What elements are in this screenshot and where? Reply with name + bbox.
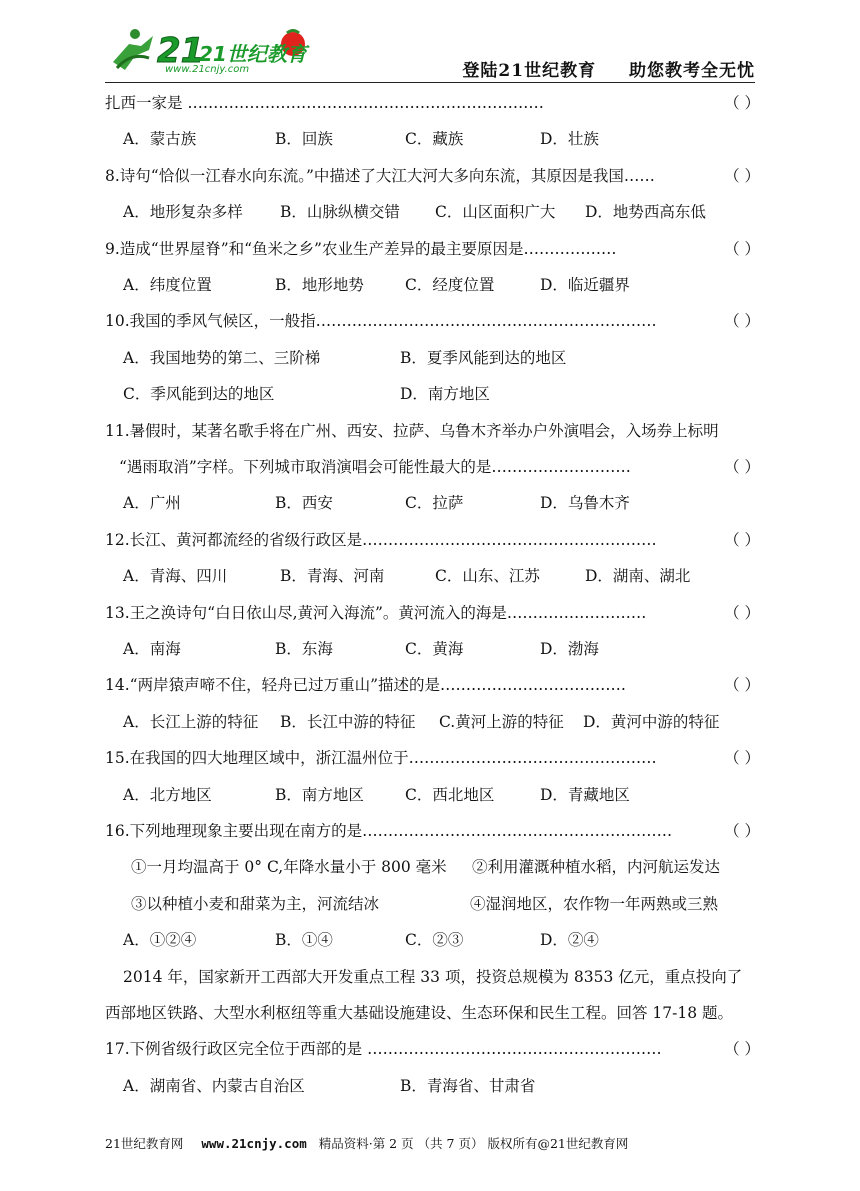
q12-opts-option-1: B．青海、河南 <box>280 567 385 586</box>
q15-stem-answer-paren: （ ） <box>724 749 760 768</box>
q13-opts-option-1: B．东海 <box>275 640 333 658</box>
q8-opts-option-0: A．地形复杂多样 <box>123 203 243 222</box>
q14-opts-option-2: C.黄河上游的特征 <box>439 712 564 731</box>
q13-opts-option-0: A．南海 <box>123 640 181 658</box>
q13-opts-option-3: D．渤海 <box>540 640 599 658</box>
logo-url: www.21cnjy.com <box>165 64 250 75</box>
q8-opts-option-1: B．山脉纵横交错 <box>280 203 400 222</box>
q10-stem-answer-paren: （ ） <box>724 312 760 331</box>
q10-stem: 10.我国的季风气候区，一般指………………………………………………………… <box>105 312 657 331</box>
q9-opts-option-3: D．临近疆界 <box>540 276 630 294</box>
page-footer <box>105 1134 760 1152</box>
q8-stem: 8.诗句“恰似一江春水向东流。”中描述了大江大河大多向东流，其原因是我国…… <box>105 166 655 185</box>
q9-opts-option-1: B．地形地势 <box>275 276 364 294</box>
q12-stem: 12.长江、黄河都流经的省级行政区是………………………………………………… <box>105 530 657 549</box>
q17-opts-option-1: B．青海省、甘肃省 <box>400 1076 536 1095</box>
q13-opts-option-2: C．黄海 <box>405 640 464 658</box>
q16-opts-option-1: B．①④ <box>275 931 333 950</box>
logo <box>105 22 315 80</box>
q16-item-1-option-1: ②利用灌溉种植水稻，内河航运发达 <box>472 858 721 877</box>
logo-text: 21世纪教育 <box>199 42 307 66</box>
q16-item-2-option-0: ③以种植小麦和甜菜为主，河流结冰 <box>131 894 380 913</box>
page-header <box>105 22 755 82</box>
q16-stem-answer-paren: （ ） <box>724 822 760 840</box>
q10-opts-1-option-1: B．夏季风能到达的地区 <box>400 348 567 367</box>
q17-stem: 17.下例省级行政区完全位于西部的是 ………………………………………………… <box>105 1040 662 1059</box>
footer-rest: 精品资料·第 2 页 （共 7 页） 版权所有@21世纪教育网 <box>318 1136 629 1151</box>
q14-opts-option-0: A．长江上游的特征 <box>123 712 259 731</box>
q15-opts-option-2: C．西北地区 <box>405 785 495 804</box>
q15-opts-option-3: D．青藏地区 <box>540 785 630 804</box>
q16-stem: 16.下列地理现象主要出现在南方的是…………………………………………………… <box>105 822 673 840</box>
q8-opts-option-3: D．地势西高东低 <box>585 203 706 222</box>
q11-stem-2: “遇雨取消”字样。下列城市取消演唱会可能性最大的是……………………… <box>119 458 631 476</box>
q12-opts-option-0: A．青海、四川 <box>123 567 228 586</box>
q9-opts-option-0: A．纬度位置 <box>123 276 212 294</box>
header-rule <box>105 82 755 83</box>
q11-stem-1: 11.暑假时，某著名歌手将在广州、西安、拉萨、乌鲁木齐举办户外演唱会，入场券上标明 <box>105 421 719 440</box>
q12-stem-answer-paren: （ ） <box>724 530 760 549</box>
q10-opts-1-option-0: A．我国地势的第二、三阶梯 <box>123 348 321 367</box>
q9-stem: 9.造成“世界屋脊”和“鱼米之乡”农业生产差异的最主要原因是……………… <box>105 239 617 258</box>
q14-stem: 14.“两岸猿声啼不住，轻舟已过万重山”描述的是……………………………… <box>105 676 626 695</box>
q9-opts-option-2: C．经度位置 <box>405 276 495 294</box>
passage-1: 2014 年，国家新开工西部大开发重点工程 33 项，投资总规模为 8353 亿元，重点投向了 <box>123 967 743 986</box>
q15-opts-option-0: A．北方地区 <box>123 785 212 804</box>
q7-stem-cont: 扎西一家是 …………………………………………………………… <box>105 94 544 112</box>
q17-stem-answer-paren: （ ） <box>724 1040 760 1059</box>
q7-opts-option-1: B．回族 <box>275 130 333 149</box>
q17-opts-option-0: A．湖南省、内蒙古自治区 <box>123 1076 305 1095</box>
svg-text:21: 21 <box>157 31 205 71</box>
q11-opts-option-3: D．乌鲁木齐 <box>540 494 630 513</box>
slogan-left: 登陆21世纪教育 <box>462 61 597 81</box>
q14-opts-option-1: B．长江中游的特征 <box>280 712 416 731</box>
footer-org: 21世纪教育网 <box>105 1136 184 1151</box>
q11-opts-option-1: B．西安 <box>275 494 333 513</box>
q8-stem-answer-paren: （ ） <box>724 166 760 185</box>
q7-opts-option-3: D．壮族 <box>540 130 599 149</box>
q13-stem: 13.王之涣诗句“白日依山尽,黄河入海流”。黄河流入的海是……………………… <box>105 603 647 622</box>
header-slogan <box>436 56 755 81</box>
q14-stem-answer-paren: （ ） <box>724 676 760 695</box>
q9-stem-answer-paren: （ ） <box>724 239 760 258</box>
q10-opts-2-option-1: D．南方地区 <box>400 385 490 404</box>
q13-stem-answer-paren: （ ） <box>724 603 760 622</box>
q15-opts-option-1: B．南方地区 <box>275 785 364 804</box>
q10-opts-2-option-0: C．季风能到达的地区 <box>123 385 275 404</box>
q11-stem-2-answer-paren: （ ） <box>724 458 760 476</box>
passage-2: 西部地区铁路、大型水利枢纽等重大基础设施建设、生态环保和民生工程。回答 17-18 题。 <box>105 1004 734 1022</box>
q16-opts-option-3: D．②④ <box>540 931 599 950</box>
q12-opts-option-2: C．山东、江苏 <box>435 567 540 586</box>
slogan-right: 助您教考全无忧 <box>629 61 755 81</box>
q7-stem-cont-answer-paren: （ ） <box>724 94 760 112</box>
q16-opts-option-0: A．①②④ <box>123 931 197 950</box>
q16-item-2-option-1: ④湿润地区，农作物一年两熟或三熟 <box>470 894 719 913</box>
q14-opts-option-3: D．黄河中游的特征 <box>583 712 720 731</box>
footer-site: www.21cnjy.com <box>201 1136 307 1151</box>
q8-opts-option-2: C．山区面积广大 <box>435 203 556 222</box>
q16-item-1-option-0: ①一月均温高于 0° C,年降水量小于 800 毫米 <box>131 858 447 877</box>
q11-opts-option-0: A．广州 <box>123 494 181 513</box>
q15-stem: 15.在我国的四大地理区域中，浙江温州位于………………………………………… <box>105 749 657 768</box>
q12-opts-option-3: D．湖南、湖北 <box>585 567 691 586</box>
q7-opts-option-0: A．蒙古族 <box>123 130 197 149</box>
q16-opts-option-2: C．②③ <box>405 931 464 950</box>
q11-opts-option-2: C．拉萨 <box>405 494 464 513</box>
q7-opts-option-2: C．藏族 <box>405 130 464 149</box>
